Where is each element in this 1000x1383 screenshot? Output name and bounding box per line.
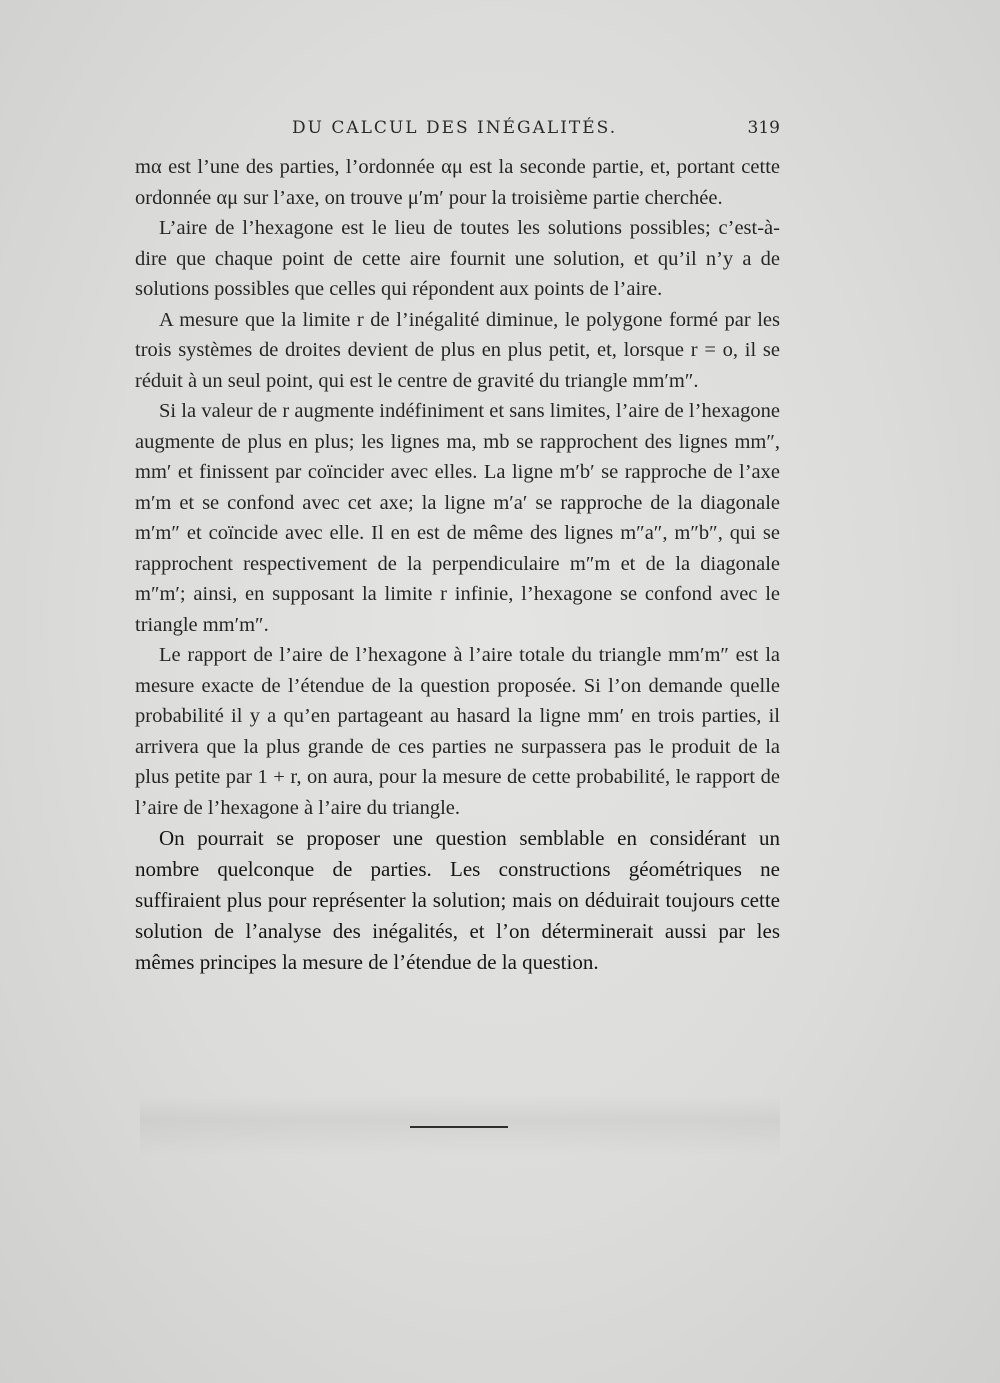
page-header [140,118,780,144]
body-text [135,152,780,978]
paragraph-2: L’aire de l’hexagone est le lieu de toutes les solutions possibles; c’est-à-dire que chaque point de cette aire fournit une solution, et qu’il n’y a de solutions possibles que celles qui répondent aux points de l’aire. [135,217,780,300]
running-title: DU CALCUL DES INÉGALITÉS. [292,118,618,138]
paragraph-4: Si la valeur de r augmente indéfiniment et sans limites, l’aire de l’hexagone augmente de plus en plus; les lignes ma, mb se rapprochent des lignes mm″, mm′ et finissent par coïncider avec elles. La ligne m′b′ se rapproche de l’axe m′m et se confond avec cet axe; la ligne m′a′ se rapproche de la diagonale m′m″ et coïncide avec elle. Il en est de même des lignes m″a″, m″b″, qui se rapprochent respectivement de la perpendiculaire m″m et de la diagonale m″m′; ainsi, en supposant la limite r infinie, l’hexagone se confond avec le triangle mm′m″. [135,400,780,636]
section-end-rule [410,1126,508,1128]
paragraph-5: Le rapport de l’aire de l’hexagone à l’aire totale du triangle mm′m″ est la mesure exacte de l’étendue de la question proposée. Si l’on demande quelle probabilité il y a qu’en partageant au hasard la ligne mm′ en trois parties, il arrivera que la plus grande de ces parties ne surpassera pas le produit de la plus petite par 1 + r, on aura, pour la mesure de cette probabilité, le rapport de l’aire de l’hexagone à l’aire du triangle. [135,644,780,819]
paragraph-1: mα est l’une des parties, l’ordonnée αμ est la seconde partie, et, portant cette ordonnée αμ sur l’axe, on trouve μ′m′ pour la troisième partie cherchée. [135,156,780,209]
paragraph-3: A mesure que la limite r de l’inégalité diminue, le polygone formé par les trois systèmes de droites devient de plus en plus petit, et, lorsque r = o, il se réduit à un seul point, qui est le centre de gravité du triangle mm′m″. [135,308,780,392]
page-number: 319 [747,118,780,138]
paragraph-6: On pourrait se proposer une question semblable en considérant un nombre quelconque de parties. Les constructions géométriques ne suffiraient plus pour représenter la solution; mais on déduirait toujours cette solution de l’analyse des inégalités, et l’on déterminerait aussi par les mêmes principes la mesure de l’étendue de la question. [135,826,780,974]
